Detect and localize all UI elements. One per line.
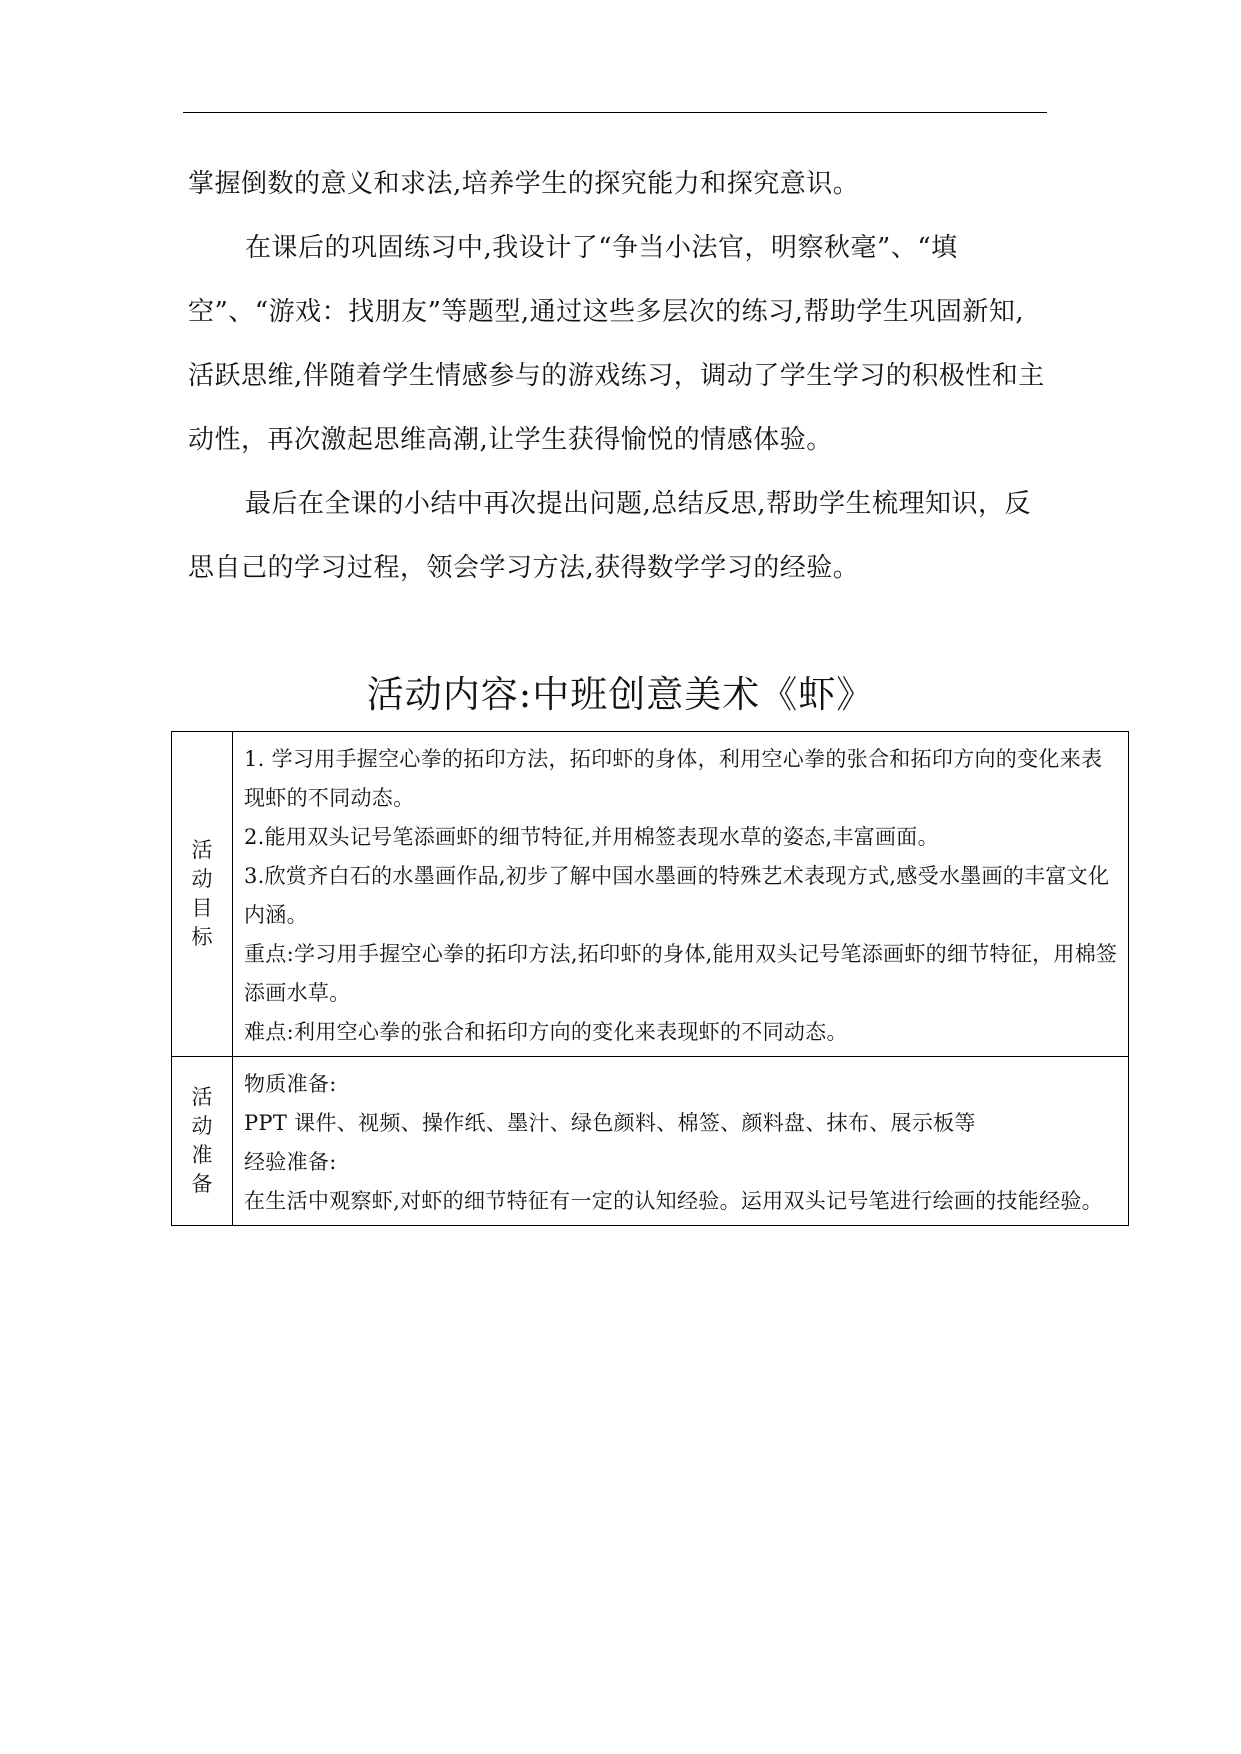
preparation-label-cell bbox=[172, 1057, 233, 1226]
preparation-row bbox=[172, 1057, 1129, 1226]
experience-prep-heading: 经验准备: bbox=[244, 1150, 337, 1174]
goal-item: 1. 学习用手握空心拳的拓印方法，拓印虾的身体，利用空心拳的张合和拓印方向的变化来表现虾的不同动态。 bbox=[244, 747, 1103, 810]
intro-paragraph-2: 在课后的巩固练习中,我设计了“争当小法官，明察秋毫”、“填空”、“游戏：找朋友”等题型,通过这些多层次的练习,帮助学生巩固新知,活跃思维,伴随着学生情感参与的游戏练习，调动了学生学习的积极性和主动性，再次激起思维高潮,让学生获得愉悦的情感体验。 bbox=[188, 233, 1045, 455]
preparation-content-cell bbox=[233, 1057, 1129, 1226]
key-point: 重点:学习用手握空心拳的拓印方法,拓印虾的身体,能用双头记号笔添画虾的细节特征，用棉签添画水草。 bbox=[244, 942, 1118, 1005]
preparation-label: 活动准备 bbox=[191, 1085, 213, 1196]
material-prep-heading: 物质准备: bbox=[244, 1072, 337, 1096]
material-prep-list: PPT 课件、视频、操作纸、墨汁、绿色颜料、棉签、颜料盘、抹布、展示板等 bbox=[244, 1111, 976, 1135]
activity-plan-table bbox=[171, 731, 1129, 1226]
goals-content-cell bbox=[233, 732, 1129, 1057]
intro-paragraph-1: 掌握倒数的意义和求法,培养学生的探究能力和探究意识。 bbox=[188, 169, 860, 199]
goals-row bbox=[172, 732, 1129, 1057]
intro-paragraph-3: 最后在全课的小结中再次提出问题,总结反思,帮助学生梳理知识，反思自己的学习过程，领会学习方法,获得数学学习的经验。 bbox=[188, 489, 1032, 583]
goal-item: 3.欣赏齐白石的水墨画作品,初步了解中国水墨画的特殊艺术表现方式,感受水墨画的丰富文化内涵。 bbox=[244, 864, 1110, 927]
difficult-point: 难点:利用空心拳的张合和拓印方向的变化来表现虾的不同动态。 bbox=[244, 1020, 848, 1044]
goal-item: 2.能用双头记号笔添画虾的细节特征,并用棉签表现水草的姿态,丰富画面。 bbox=[244, 825, 939, 849]
activity-title: 活动内容:中班创意美术《虾》 bbox=[366, 673, 875, 716]
experience-prep-text: 在生活中观察虾,对虾的细节特征有一定的认知经验。运用双头记号笔进行绘画的技能经验。 bbox=[244, 1189, 1103, 1213]
goals-label-cell bbox=[172, 732, 233, 1057]
header-rule bbox=[183, 112, 1047, 113]
goals-label: 活动目标 bbox=[191, 838, 213, 949]
